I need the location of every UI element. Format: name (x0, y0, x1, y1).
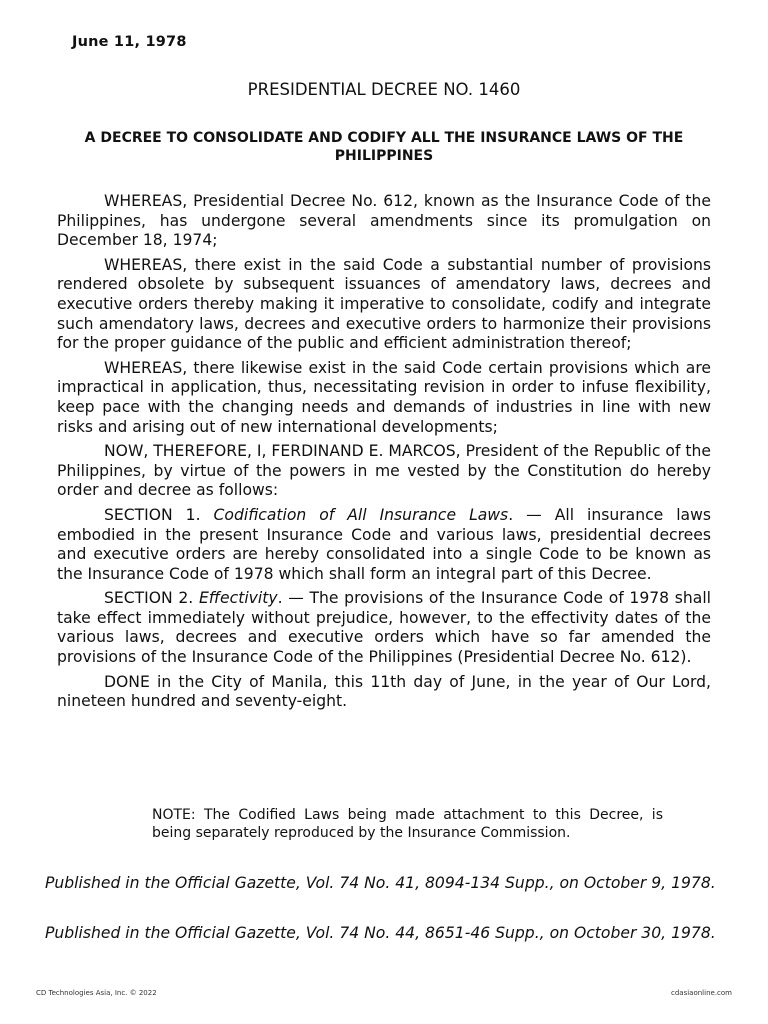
section-2 (57, 589, 711, 667)
whereas-clause-3: WHEREAS, there likewise exist in the said Code certain provisions which are impractical in application, thus, necessitating revision in order to infuse flexibility, keep pace with the changing needs and demands of industries in line with new risks and arising out of new international developments; (57, 358, 711, 436)
section-1-heading: Codification of All Insurance Laws (213, 505, 509, 524)
whereas-clause-2: WHEREAS, there exist in the said Code a substantial number of provisions rendered obsolete by subsequent issuances of amendatory laws, decrees and executive orders thereby making it imperative to consolidate, codify and integrate such amendatory laws, decrees and executive orders to harmonize their provisions for the proper guidance of the public and efficient administration thereof; (57, 255, 711, 353)
footer-website: cdasiaonline.com (671, 989, 732, 997)
section-2-text: . — The provisions of the Insurance Code of 1978 shall take effect immediately without prejudice, however, to the effectivity dates of the various laws, decrees and executive orders which have so far amended the provisions of the Insurance Code of the Philippines (Presidential Decree No. 612). (57, 589, 712, 667)
decree-date: June 11, 1978 (72, 34, 187, 50)
section-1-label: SECTION 1. (104, 505, 214, 524)
publication-note-1: Published in the Official Gazette, Vol. 74 No. 41, 8094-134 Supp., on October 9, 1978. (45, 874, 716, 892)
publication-note-2: Published in the Official Gazette, Vol. 74 No. 44, 8651-46 Supp., on October 30, 1978. (45, 924, 716, 942)
now-therefore-clause: NOW, THEREFORE, I, FERDINAND E. MARCOS, President of the Republic of the Philippines, by virtue of the powers in me vested by the Constitution do hereby order and decree as follows: (57, 442, 711, 500)
section-2-heading: Effectivity (198, 589, 278, 608)
footer-copyright: CD Technologies Asia, Inc. © 2022 (36, 989, 157, 997)
section-1-text: . — All insurance laws embodied in the present Insurance Code and various laws, presidential decrees and executive orders are hereby consolidated into a single Code to be known as the Insurance Code of 1978 which shall form an integral part of this Decree. (57, 505, 711, 583)
decree-body (57, 192, 711, 717)
decree-title: A DECREE TO CONSOLIDATE AND CODIFY ALL THE INSURANCE LAWS OF THE PHILIPPINES (84, 130, 684, 164)
section-1 (57, 506, 711, 584)
whereas-clause-1: WHEREAS, Presidential Decree No. 612, known as the Insurance Code of the Philippines, has undergone several amendments since its promulgation on December 18, 1974; (57, 192, 711, 250)
section-2-label: SECTION 2. (104, 589, 199, 608)
done-clause: DONE in the City of Manila, this 11th day of June, in the year of Our Lord, nineteen hundred and seventy-eight. (57, 672, 711, 711)
decree-number: PRESIDENTIAL DECREE NO. 1460 (247, 80, 521, 99)
note-paragraph: NOTE: The Codified Laws being made attachment to this Decree, is being separately reproduced by the Insurance Commission. (152, 807, 663, 841)
